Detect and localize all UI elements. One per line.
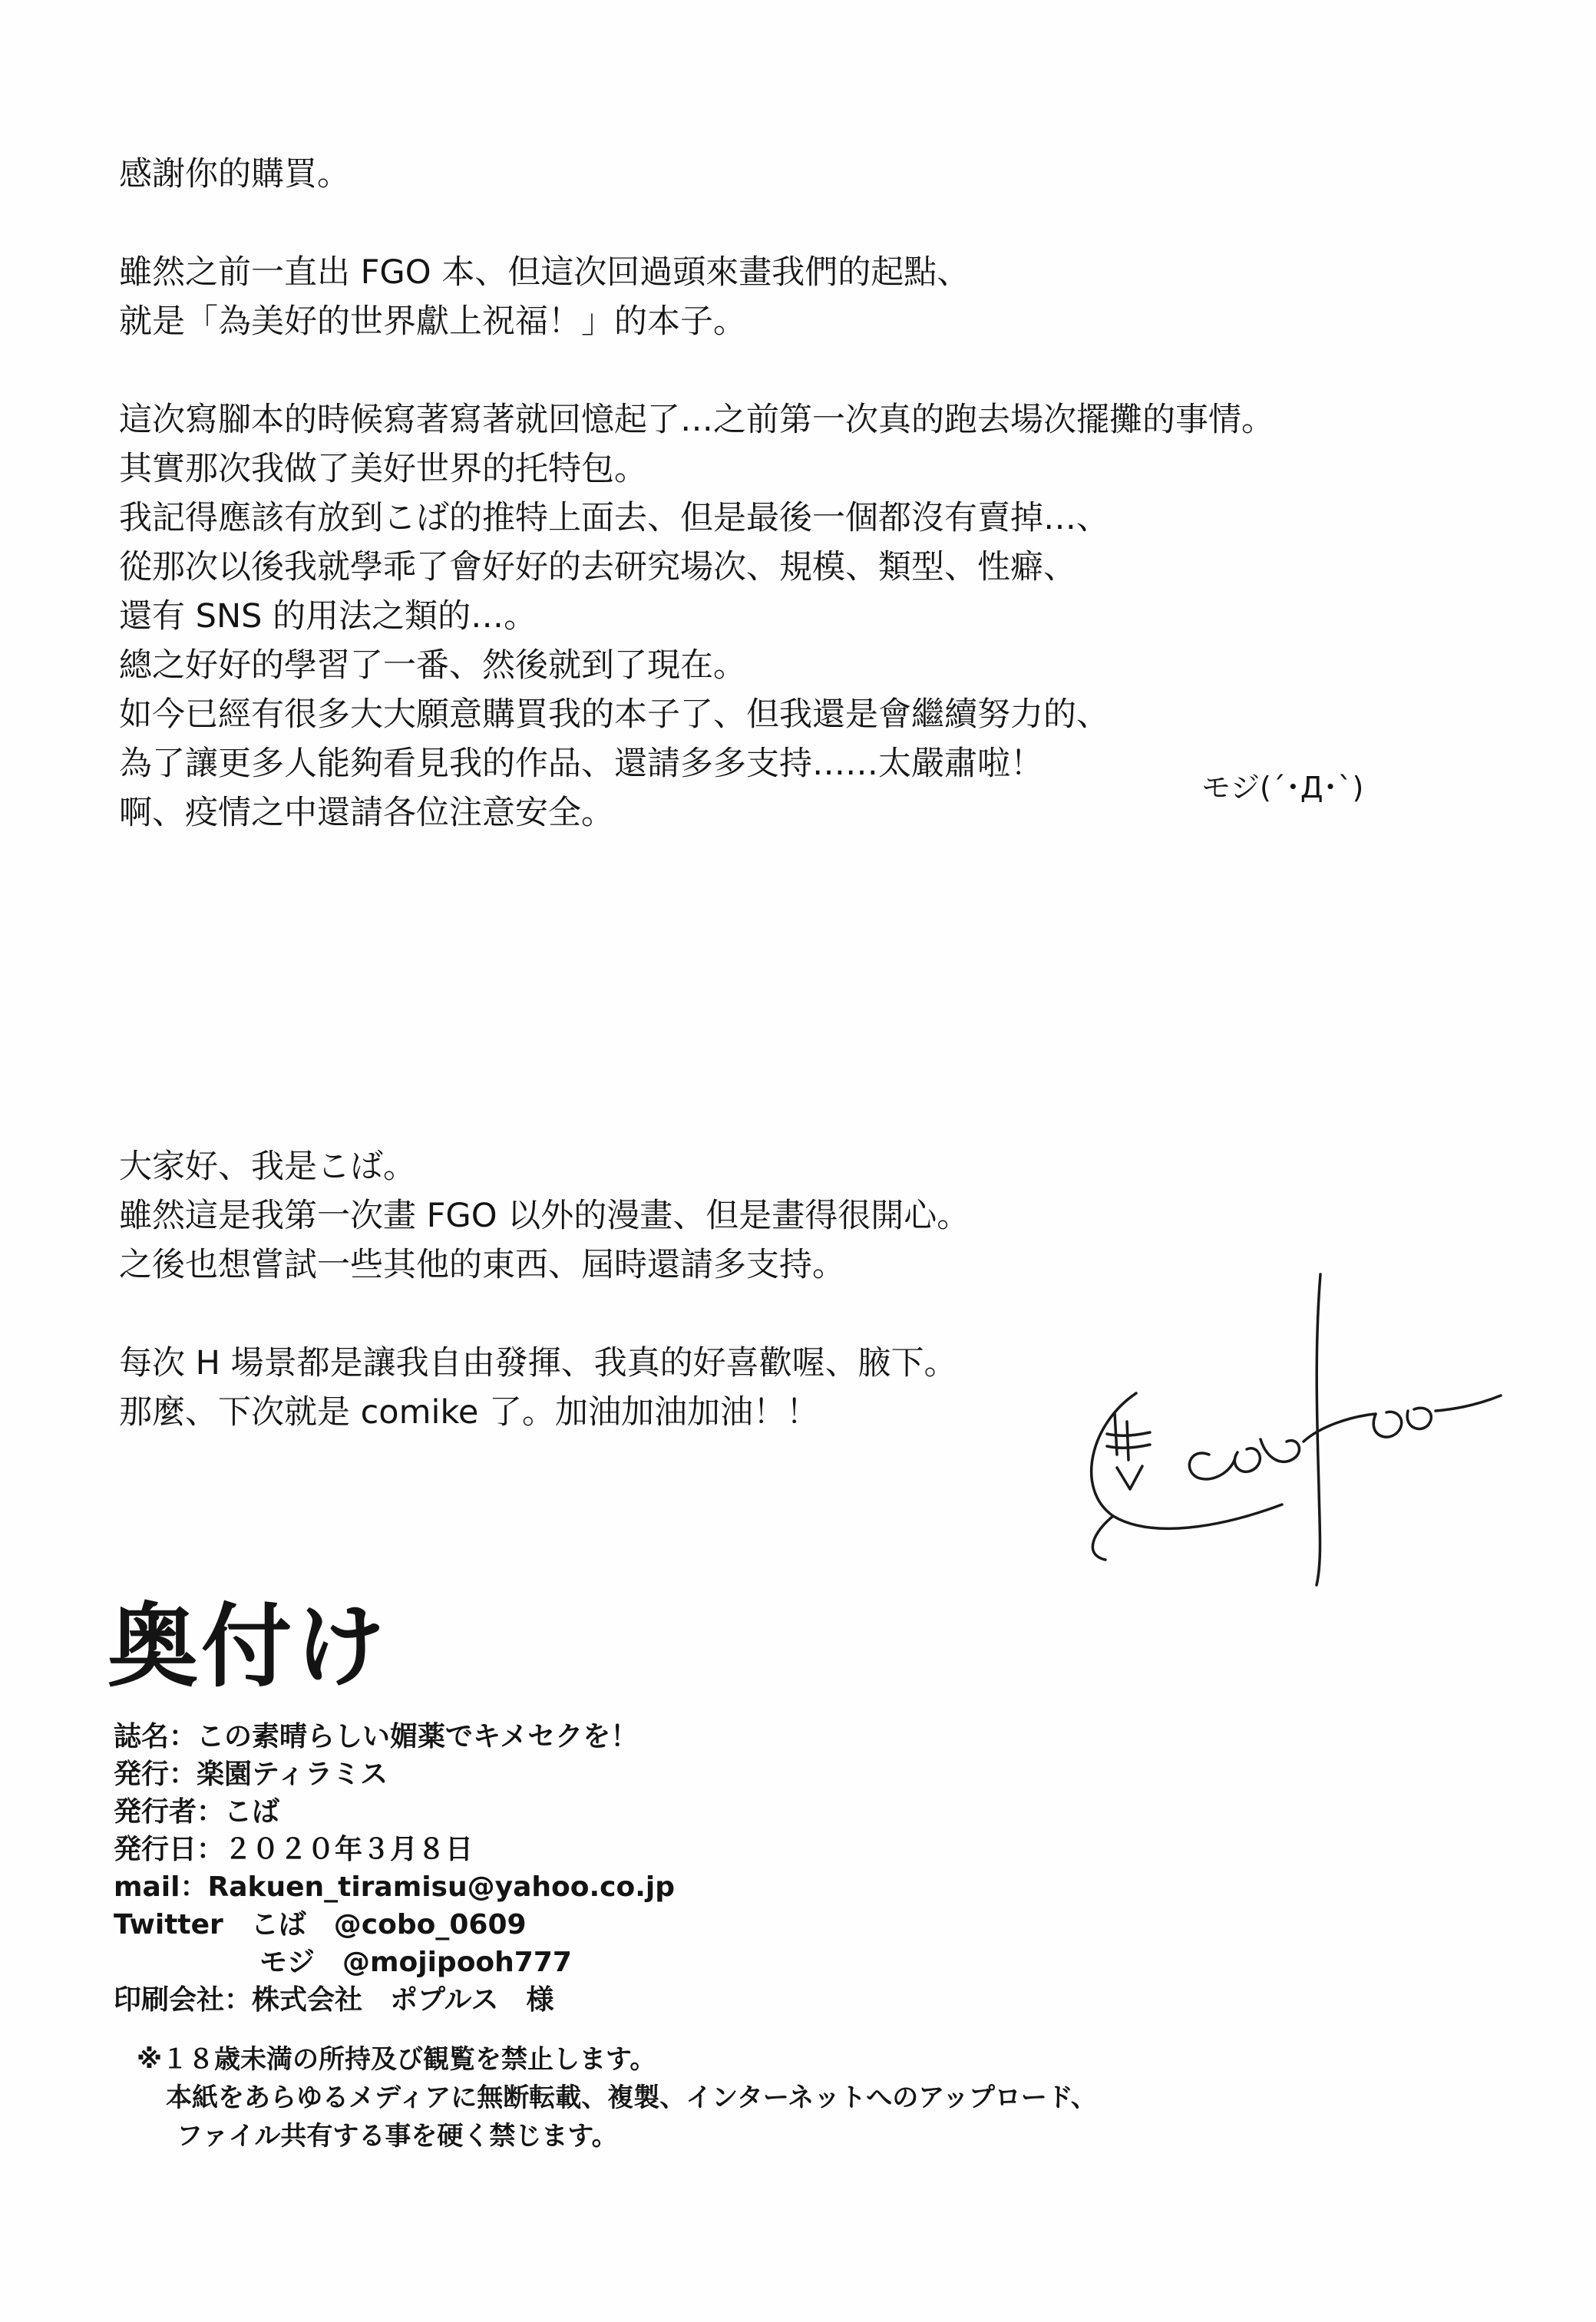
colophon-title: 奥付け [107, 1594, 389, 1699]
warning-line-sharing: ファイル共有する事を硬く禁じます。 [177, 2121, 618, 2152]
koba-paragraph-2 [119, 1339, 1194, 1437]
koba-afterword [119, 1142, 1194, 1437]
moji-signature: モジ(´･Д･`) [1201, 771, 1364, 804]
text-line: 啊、疫情之中還請各位注意安全。 [119, 794, 614, 832]
colophon-row-publisher: 発行：楽園ティラミス [114, 1759, 388, 1790]
warning-line-age: ※１８歳未満の所持及び観覧を禁止します。 [137, 2044, 656, 2075]
text-line: 雖然之前一直出 FGO 本、但這次回過頭來畫我們的起點、 [119, 253, 970, 292]
text-line: 每次 H 場景都是讓我自由發揮、我真的好喜歡喔、腋下。 [119, 1344, 957, 1382]
text-line: 我記得應該有放到こば的推特上面去、但是最後一個都沒有賣掉…、 [119, 499, 1109, 537]
text-line: 感謝你的購買。 [119, 155, 350, 193]
text-line: 從那次以後我就學乖了會好好的去研究場次、規模、類型、性癖、 [119, 548, 1076, 586]
colophon-row-title: 誌名：この素晴らしい媚薬でキメセクを！ [114, 1721, 639, 1752]
colophon-row-twitter-moji: モジ @mojipooh777 [259, 1947, 572, 1978]
moji-paragraph-1 [119, 150, 1501, 199]
text-line: 如今已經有很多大大願意購買我的本子了、但我還是會繼續努力的、 [119, 695, 1109, 734]
legal-warning [137, 2040, 1365, 2155]
moji-paragraph-2 [119, 248, 1501, 346]
text-line: 這次寫腳本的時候寫著寫著就回憶起了…之前第一次真的跑去場次擺攤的事情。 [119, 401, 1274, 439]
text-line: 那麼、下次就是 comike 了。加油加油加油！！ [119, 1393, 819, 1432]
text-line: 之後也想嘗試一些其他的東西、屆時還請多支持。 [119, 1246, 845, 1284]
text-line: 雖然這是我第一次畫 FGO 以外的漫畫、但是畫得很開心。 [119, 1197, 970, 1235]
colophon-row-printer: 印刷会社：株式会社 ポプルス 様 [114, 1984, 554, 2016]
warning-line-reprint: 本紙をあらゆるメディアに無断転載、複製、インターネットへのアップロード、 [166, 2083, 1097, 2113]
moji-afterword [119, 150, 1501, 837]
colophon-row-date: 発行日：２０２０年３月８日 [114, 1834, 474, 1865]
text-line: 其實那次我做了美好世界的托特包。 [119, 450, 647, 488]
text-line: 就是「為美好的世界獻上祝福！」的本子。 [119, 302, 746, 341]
koba-handwritten-signature [1059, 1259, 1520, 1597]
colophon-details [114, 1718, 1035, 2019]
text-line: 總之好好的學習了一番、然後就到了現在。 [119, 646, 746, 685]
text-line: 為了讓更多人能夠看見我的作品、還請多多支持……太嚴肅啦！ [119, 745, 1043, 783]
text-line: 大家好、我是こば。 [119, 1148, 416, 1186]
colophon-row-issuer: 発行者：こば [114, 1796, 280, 1828]
koba-paragraph-1 [119, 1142, 1194, 1290]
colophon-row-mail: mail：Rakuen_tiramisu@yahoo.co.jp [114, 1871, 676, 1903]
colophon-row-twitter-koba: Twitter こば @cobo_0609 [114, 1909, 527, 1941]
text-line: 還有 SNS 的用法之類的…。 [119, 597, 537, 636]
